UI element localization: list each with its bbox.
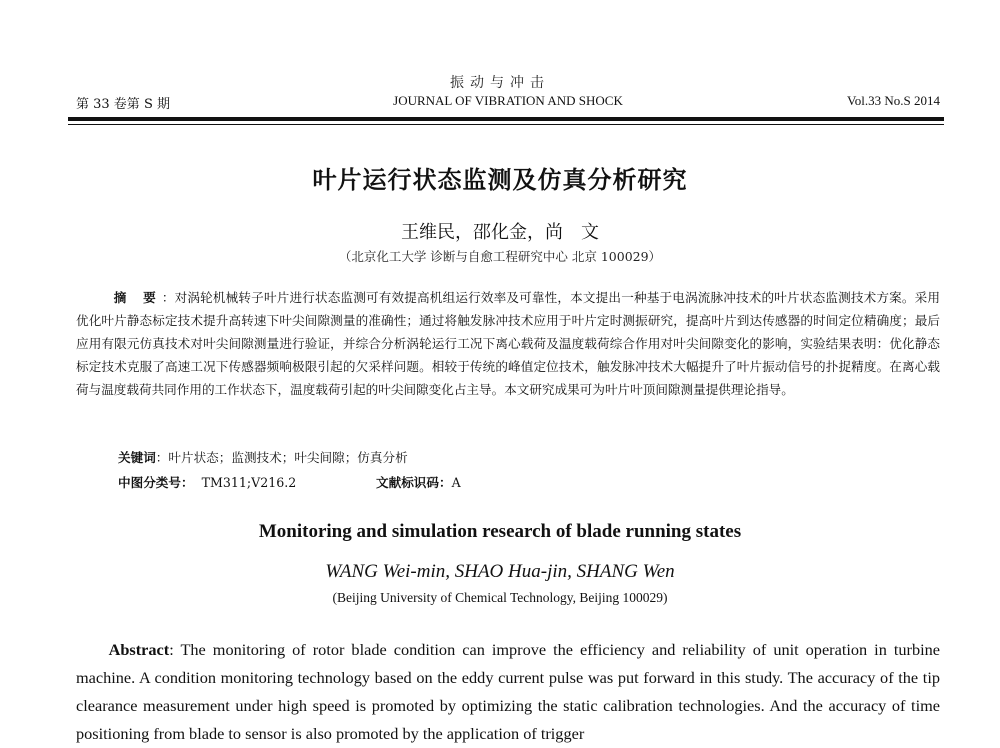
paper-title-en: Monitoring and simulation research of blade running states	[258, 521, 742, 542]
abstract-en-text: : The monitoring of rotor blade condition can improve the efficiency and reliability of unit operation in turbine machine. A condition monitoring technology based on the eddy current pulse was put forward in this study. The accuracy of the tip clearance measurement under high speed is promoted by optimizing the static calibration technologies. And the accuracy of time positioning from blade to sensor is also promoted by the application of trigger	[76, 640, 940, 743]
clc-label: 中图分类号：	[118, 475, 194, 490]
running-header	[76, 93, 940, 113]
keywords-cn-label: 关键词	[118, 450, 156, 465]
abstract-en	[76, 636, 940, 748]
volume-issue-cn: 第 33 卷第 S 期	[76, 97, 170, 112]
abstract-cn	[76, 286, 940, 401]
journal-name-en: JOURNAL OF VIBRATION AND SHOCK	[393, 93, 623, 108]
classification-row	[118, 472, 461, 491]
doc-code-value: A	[451, 475, 461, 490]
authors-cn: 王维民，邵化金，尚 文	[401, 222, 599, 243]
affiliation-cn: （北京化工大学 诊断与自愈工程研究中心 北京 100029）	[338, 249, 662, 264]
keywords-cn-text: ：叶片状态；监测技术；叶尖间隙；仿真分析	[155, 450, 408, 465]
affiliation-en: (Beijing University of Chemical Technology, Beijing 100029)	[332, 590, 668, 605]
abstract-cn-label: 摘 要	[113, 290, 162, 305]
journal-name-cn: 振动与冲击	[450, 75, 550, 91]
doc-code-label: 文献标识码：	[376, 475, 452, 490]
abstract-en-label: Abstract	[108, 640, 170, 659]
authors-en: WANG Wei-min, SHAO Hua-jin, SHANG Wen	[325, 561, 675, 582]
header-rule-thin	[68, 124, 944, 125]
volume-issue-en: Vol.33 No.S 2014	[847, 93, 940, 108]
keywords-cn	[118, 447, 408, 466]
abstract-cn-text: ：对涡轮机械转子叶片进行状态监测可有效提高机组运行效率及可靠性，本文提出一种基于电涡流脉冲技术的叶片状态监测技术方案。采用优化叶片静态标定技术提升高转速下叶尖间隙测量的准确性；通过将触发脉冲技术应用于叶片定时测振研究，提高叶片到达传感器的时间定位精确度；最后应用有限元仿真技术对叶尖间隙测量进行验证，并综合分析涡轮运行工况下离心载荷及温度载荷综合作用对叶尖间隙变化的影响，实验结果表明：优化静态标定技术克服了高速工况下传感器频响极限引起的欠采样问题。相较于传统的峰值定位技术，触发脉冲技术大幅提升了叶片振动信号的扑捉精度。在离心载荷与温度载荷共同作用的工作状态下，温度载荷引起的叶尖间隙变化占主导。本文研究成果可为叶片叶顶间隙测量提供理论指导。	[76, 290, 941, 397]
clc-value: TM311;V216.2	[201, 475, 297, 490]
header-rule-thick	[68, 117, 944, 121]
paper-title-cn: 叶片运行状态监测及仿真分析研究	[312, 166, 688, 194]
